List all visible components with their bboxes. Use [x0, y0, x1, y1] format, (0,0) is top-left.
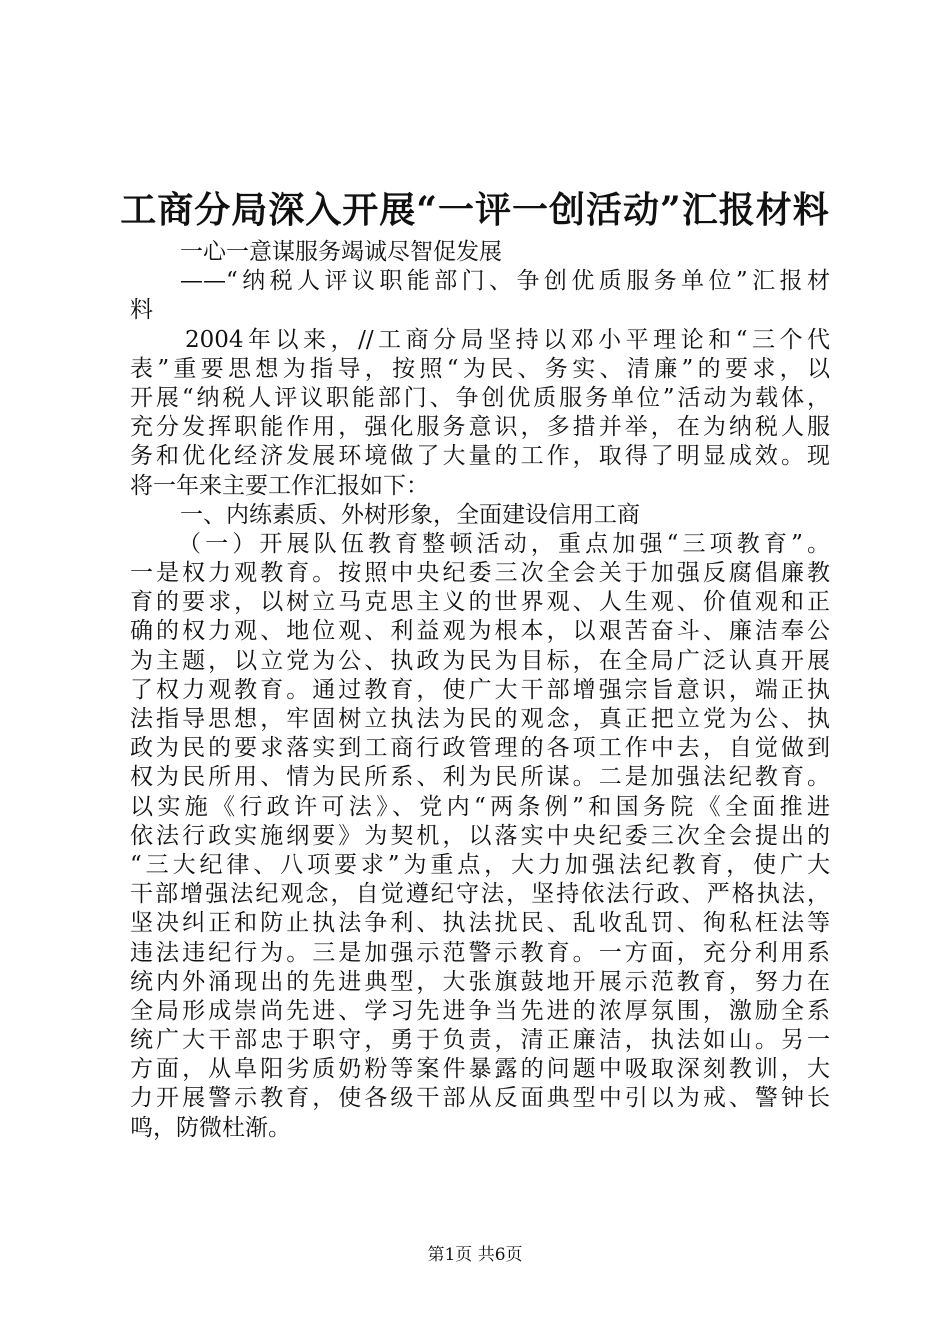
paragraph-line: 表”重要思想为指导，按照“为民、务实、清廉”的要求，以	[130, 355, 830, 382]
paragraph-line: 将一年来主要工作汇报如下：	[130, 472, 429, 499]
paragraph-line: 法指导思想，牢固树立执法为民的观念，真正把立党为公、执	[130, 706, 830, 732]
paragraph-line: 全局形成崇尚先进、学习先进争当先进的浓厚氛围，激励全系	[130, 997, 830, 1024]
paragraph-line: 确的权力观、地位观、利益观为根本，以艰苦奋斗、廉洁奉公	[130, 618, 830, 645]
page-footer: 第1页 共6页	[427, 1245, 523, 1265]
paragraph-line: 了权力观教育。通过教育，使广大干部增强宗旨意识，端正执	[130, 676, 830, 703]
paragraph-line: 鸣，防微杜渐。	[130, 1114, 291, 1141]
paragraph-line: 方面，从阜阳劣质奶粉等案件暴露的问题中吸取深刻教训，大	[130, 1056, 830, 1083]
document-title: 工商分局深入开展“一评一创活动”汇报材料	[120, 189, 830, 231]
paragraph-line: 以实施《行政许可法》、党内“两条例”和国务院《全面推进	[130, 793, 830, 820]
paragraph-line: 充分发挥职能作用，强化服务意识，多措并举，在为纳税人服	[130, 414, 830, 441]
paragraph-line: 开展“纳税人评议职能部门、争创优质服务单位”活动为载体，	[130, 384, 830, 411]
paragraph-line: 权为民所用、情为民所系、利为民所谋。二是加强法纪教育。	[130, 764, 830, 791]
paragraph-line: 2004年以来，//工商分局坚持以邓小平理论和“三个代	[185, 326, 830, 353]
paragraph-line: 力开展警示教育，使各级干部从反面典型中引以为戒、警钟长	[130, 1085, 830, 1112]
paragraph-line: 坚决纠正和防止执法争利、执法扰民、乱收乱罚、徇私枉法等	[130, 910, 830, 937]
paragraph-line: 统广大干部忠于职守，勇于负责，清正廉洁，执法如山。另一	[130, 1027, 830, 1054]
paragraph-line: “三大纪律、八项要求”为重点，大力加强法纪教育，使广大	[130, 851, 830, 878]
section-heading: 一、内练素质、外树形象，全面建设信用工商	[180, 501, 640, 528]
subtitle-line: ——“纳税人评议职能部门、争创优质服务单位”汇报材	[180, 268, 830, 295]
paragraph-line: （一）开展队伍教育整顿活动，重点加强“三项教育”。	[178, 530, 830, 557]
document-body	[130, 238, 830, 1143]
subtitle-line: 料	[130, 297, 153, 324]
paragraph-line: 为主题，以立党为公、执政为民为目标，在全局广泛认真开展	[130, 647, 830, 674]
paragraph-line: 依法行政实施纲要》为契机，以落实中央纪委三次全会提出的	[130, 822, 830, 849]
paragraph-line: 干部增强法纪观念，自觉遵纪守法，坚持依法行政、严格执法，	[130, 881, 830, 908]
paragraph-line: 一是权力观教育。按照中央纪委三次全会关于加强反腐倡廉教	[130, 560, 830, 587]
paragraph-line: 育的要求，以树立马克思主义的世界观、人生观、价值观和正	[130, 589, 830, 616]
paragraph-line: 务和优化经济发展环境做了大量的工作，取得了明显成效。现	[130, 443, 830, 470]
paragraph-line: 违法违纪行为。三是加强示范警示教育。一方面，充分利用系	[130, 939, 830, 966]
paragraph-line: 统内外涌现出的先进典型，大张旗鼓地开展示范教育，努力在	[130, 968, 830, 995]
paragraph-line: 政为民的要求落实到工商行政管理的各项工作中去，自觉做到	[130, 735, 830, 762]
subtitle-line: 一心一意谋服务竭诚尽智促发展	[180, 239, 502, 265]
